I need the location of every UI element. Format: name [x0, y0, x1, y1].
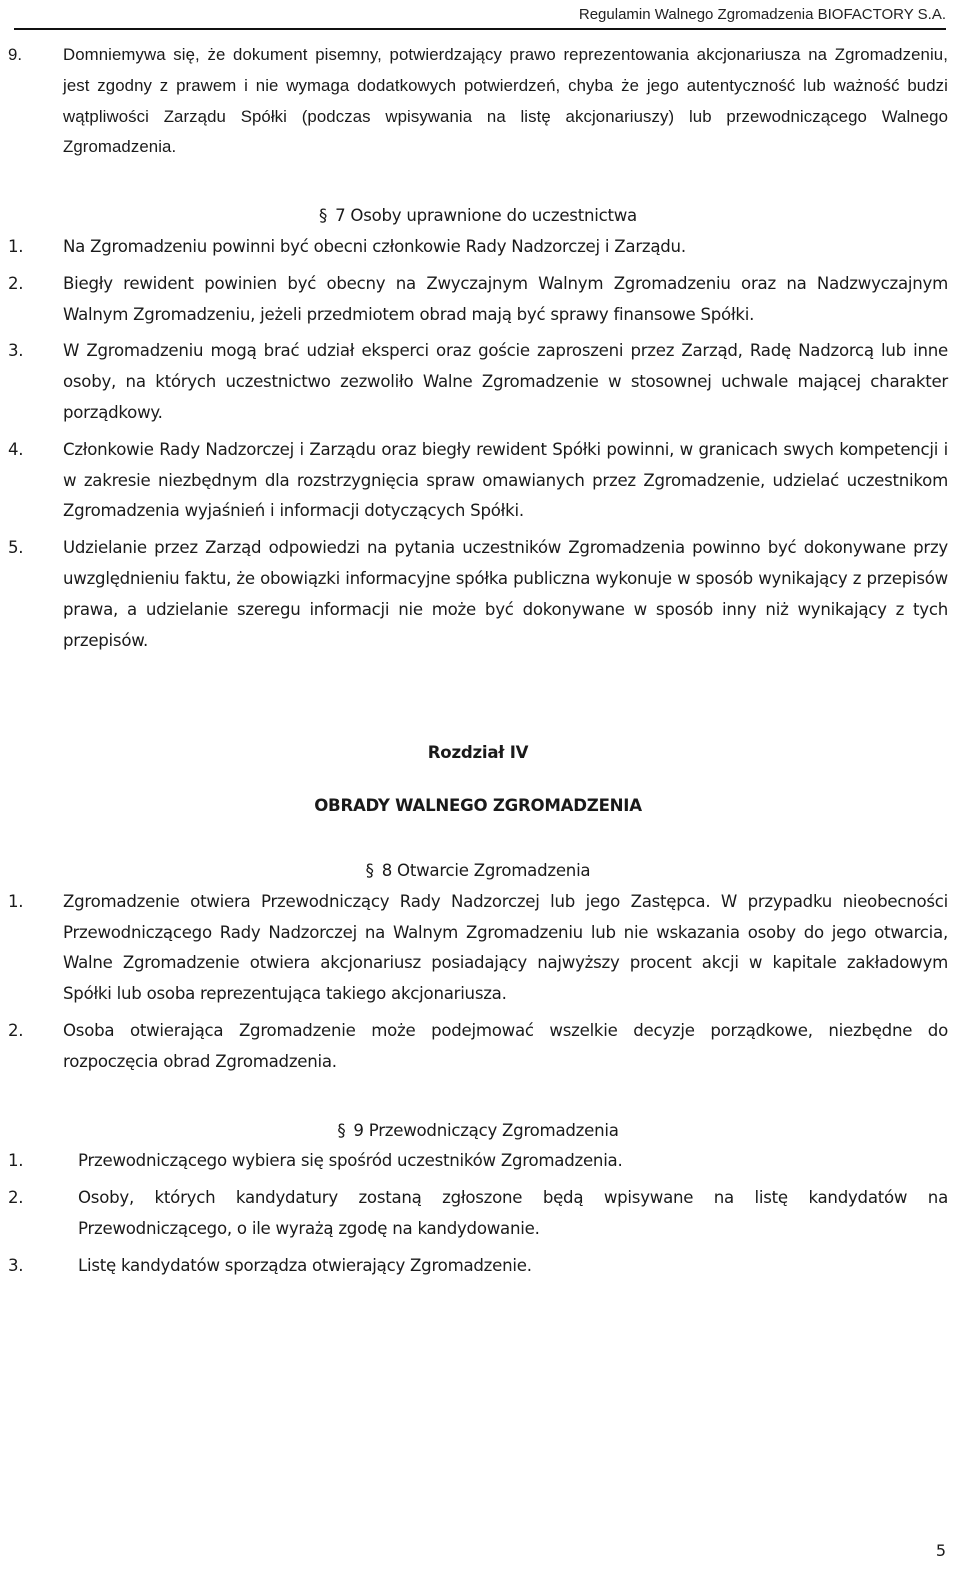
- section-symbol: §: [319, 206, 328, 226]
- list-item: [8, 533, 948, 656]
- item-text: Domniemywa się, że dokument pisemny, potwierdzający prawo reprezentowania akcjonariusza na Zgromadzeniu, jest zgodny z prawem i nie wymaga dodatkowych potwierdzeń, chyba że jego autentyczność lub ważność budzi wątpliwości Zarządu Spółki (podczas wpisywania na listę akcjonariuszy) lub przewodniczącego Walnego Zgromadzenia.: [63, 45, 948, 157]
- list-item: [8, 336, 948, 428]
- item-number: 4.: [8, 439, 24, 459]
- item-text: Biegły rewident powinien być obecny na Zwyczajnym Walnym Zgromadzeniu oraz na Nadzwyczajnym Walnym Zgromadzeniu, jeżeli przedmiotem obrad mają być sprawy finansowe Spółki.: [63, 273, 948, 324]
- document-body: [8, 40, 948, 1282]
- item-number: 9.: [8, 45, 23, 64]
- item-number: 1.: [8, 236, 24, 256]
- list-item: [8, 1146, 948, 1177]
- item-number: 3.: [8, 341, 24, 361]
- list-item: [8, 1183, 948, 1245]
- section-symbol: §: [337, 1120, 346, 1140]
- section-title: 7 Osoby uprawnione do uczestnictwa: [335, 206, 637, 226]
- section-title: 8 Otwarcie Zgromadzenia: [381, 860, 591, 880]
- item-text: Na Zgromadzeniu powinni być obecni członkowie Rady Nadzorczej i Zarządu.: [63, 236, 686, 256]
- item-number: 2.: [8, 1188, 24, 1208]
- section-heading-7: [8, 201, 948, 232]
- list-item: [8, 40, 948, 163]
- list-item: [8, 269, 948, 331]
- item-text: Przewodniczącego wybiera się spośród uczestników Zgromadzenia.: [78, 1151, 623, 1171]
- list-item: [8, 232, 948, 263]
- item-text: Osoby, których kandydatury zostaną zgłoszone będą wpisywane na listę kandydatów na Przewodniczącego, o ile wyrażą zgodę na kandydowanie.: [78, 1188, 948, 1238]
- chapter-title: OBRADY WALNEGO ZGROMADZENIA: [314, 796, 642, 816]
- list-item: [8, 1016, 948, 1078]
- item-text: Osoba otwierająca Zgromadzenie może podejmować wszelkie decyzje porządkowe, niezbędne do rozpoczęcia obrad Zgromadzenia.: [63, 1020, 948, 1071]
- item-number: 2.: [8, 1020, 24, 1040]
- section-heading-9: [8, 1116, 948, 1147]
- item-number: 1.: [8, 891, 24, 911]
- document-title: Regulamin Walnego Zgromadzenia BIOFACTORY S.A.: [578, 6, 946, 23]
- chapter-number: Rozdział IV: [427, 743, 529, 763]
- item-number: 3.: [8, 1255, 24, 1275]
- item-text: Listę kandydatów sporządza otwierający Zgromadzenie.: [78, 1255, 532, 1275]
- item-number: 5.: [8, 538, 24, 558]
- list-item: [8, 1251, 948, 1282]
- item-number: 2.: [8, 273, 24, 293]
- item-text: Członkowie Rady Nadzorczej i Zarządu oraz biegły rewident Spółki powinni, w granicach swych kompetencji i w zakresie niezbędnym dla rozstrzygnięcia spraw omawianych przez Zgromadzenie, udzielać uczestnikom Zgromadzenia wyjaśnień i informacji dotyczących Spółki.: [63, 439, 948, 521]
- item-text: W Zgromadzeniu mogą brać udział eksperci oraz goście zaproszeni przez Zarząd, Radę Nadzorcą lub inne osoby, na których uczestnictwo zezwoliło Walne Zgromadzenie w stosownej uchwale mającej charakter porządkowy.: [63, 341, 948, 422]
- item-text: Zgromadzenie otwiera Przewodniczący Rady Nadzorczej lub jego Zastępca. W przypadku nieobecności Przewodniczącego Rady Nadzorczej na Walnym Zgromadzeniu lub nie wskazania osoby do jego otwarcia, Walne Zgromadzenie otwiera akcjonariusz posiadający najwyższy procent akcji w kapitale zakładowym Spółki lub osoba reprezentująca takiego akcjonariusza.: [63, 891, 948, 1004]
- item-number: 1.: [8, 1151, 24, 1171]
- item-text: Udzielanie przez Zarząd odpowiedzi na pytania uczestników Zgromadzenia powinno być dokonywane przy uwzględnieniu faktu, że obowiązki informacyjne spółka publiczna wykonuje w sposób wynikający z przepisów prawa, a udzielanie szeregu informacji nie może być dokonywane w sposób inny niż wynikający z tych przepisów.: [63, 538, 948, 650]
- section-symbol: §: [365, 860, 374, 880]
- list-item: [8, 887, 948, 1010]
- list-item: [8, 435, 948, 527]
- section-heading-8: [8, 856, 948, 887]
- page-number: 5: [935, 1541, 946, 1560]
- page-header: [14, 6, 946, 30]
- section-title: 9 Przewodniczący Zgromadzenia: [353, 1120, 619, 1140]
